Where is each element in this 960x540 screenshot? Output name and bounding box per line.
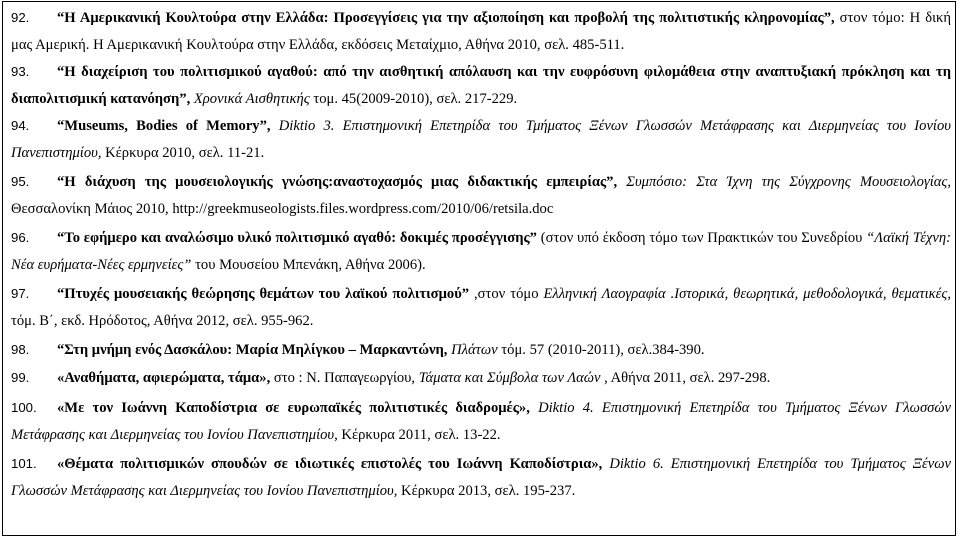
entry-number: 95. xyxy=(11,174,30,189)
entry-source-end: τόμ. Β΄, εκδ. Ηρόδοτος, Αθήνα 2012, σελ. 955-962. xyxy=(11,313,314,329)
entry-number: 93. xyxy=(11,64,30,79)
entry-journal: Diktio 6. Επιστημονική Επετηρίδα του Τμήματος Ξένων Γλωσσών Μετάφρασης και Διερμηνείας του Ιονίου Πανεπιστημίου, xyxy=(11,456,951,499)
entry-source-end: του Μουσείου Μπενάκη, Αθήνα 2006). xyxy=(191,257,426,273)
entry-journal: Diktio 3. Επιστημονική Επετηρίδα του Τμήματος Ξένων Γλωσσών Μετάφρασης και Διερμηνείας του Ιονίου Πανεπιστημίου, xyxy=(11,118,951,161)
entry-number: 99. xyxy=(11,370,30,385)
entry-source: Κέρκυρα 2010, σελ. 11-21. xyxy=(101,145,265,161)
entry-journal: Πλάτων xyxy=(447,342,498,358)
entry-number: 97. xyxy=(11,286,30,301)
list-item xyxy=(11,336,951,364)
entry-source-end: , Αθήνα 2011, σελ. 297-298. xyxy=(600,370,771,386)
entry-title: “Η διαχείριση του πολιτισμικού αγαθού: από την αισθητική απόλαυση και την ευφρόσυνη φιλομάθεια στην αναπτυξιακή πρόκληση και τη διαπολιτισμική κατανόηση”, xyxy=(11,64,951,107)
list-item xyxy=(11,364,951,392)
list-item xyxy=(11,394,951,449)
list-item xyxy=(11,4,951,59)
entry-title: “Museums, Bodies of Memory”, xyxy=(57,118,271,134)
entry-source: τομ. 45(2009-2010), σελ. 217-229. xyxy=(309,91,518,107)
entry-title: “Η Αμερικανική Κουλτούρα στην Ελλάδα: Προσεγγίσεις για την αξιοποίηση και προβολή της πολιτιστικής κληρονομίας”, xyxy=(57,10,835,26)
entry-number: 98. xyxy=(11,342,30,357)
entry-journal: Χρονικά Αισθητικής xyxy=(190,91,310,107)
entry-title: «Αναθήματα, αφιερώματα, τάμα», xyxy=(57,370,271,386)
entry-number: 94. xyxy=(11,118,30,133)
entry-journal: Τάματα και Σύμβολα των Λαών xyxy=(418,370,601,386)
entry-number: 101. xyxy=(11,456,37,471)
entry-journal: “Λαϊκή Τέχνη: Νέα ευρήματα-Νέες ερμηνείες” xyxy=(11,230,951,273)
entry-title: “Στη μνήμη ενός Δασκάλου: Μαρία Μηλίγκου – Μαρκαντώνη, xyxy=(57,342,448,358)
entry-title: “Πτυχές μουσειακής θεώρησης θεμάτων του λαϊκού πολιτισμού” xyxy=(57,286,470,302)
entry-journal: Συμπόσιο: Στα Ίχνη της Σύγχρονης Μουσειολογίας, xyxy=(617,174,952,190)
list-item xyxy=(11,168,951,223)
list-item xyxy=(11,450,951,505)
entry-title: “Η διάχυση της μουσειολογικής γνώσης:αναστοχασμός μιας διδακτικής εμπειρίας”, xyxy=(57,174,618,190)
entry-journal: Ελληνική Λαογραφία .Ιστορικά, θεωρητικά, μεθοδολογικά, θεματικές, xyxy=(543,286,951,302)
entry-number: 100. xyxy=(11,400,37,415)
entry-title: “Το εφήμερο και αναλώσιμο υλικό πολιτισμικό αγαθό: δοκιμές προσέγγισης” xyxy=(57,230,537,246)
entry-title: «Θέματα πολιτισμικών σπουδών σε ιδιωτικές επιστολές του Ιωάννη Καποδίστρια», xyxy=(57,456,603,472)
entry-source: τόμ. 57 (2010-2011), σελ.384-390. xyxy=(497,342,705,358)
entry-number: 96. xyxy=(11,230,30,245)
entry-source: στον τόμο: Η δική μας Αμερική. Η Αμερικανική Κουλτούρα στην Ελλάδα, εκδόσεις Μεταίχμιο, Αθήνα 2010, σελ. 485-511. xyxy=(11,10,951,53)
entry-journal: Diktio 4. Επιστημονική Επετηρίδα του Τμήματος Ξένων Γλωσσών Μετάφρασης και Διερμηνείας του Ιονίου Πανεπιστημίου, xyxy=(11,400,952,443)
entry-source: στο : Ν. Παπαγεωργίου, xyxy=(270,370,419,386)
bibliography-page xyxy=(2,1,956,536)
list-item xyxy=(11,112,951,167)
entry-source: Θεσσαλονίκη Μάιος 2010, http://greekmuseologists.files.wordpress.com/2010/06/retsila.doc xyxy=(11,201,554,217)
entry-number: 92. xyxy=(11,10,30,25)
entry-source: Κέρκυρα 2011, σελ. 13-22. xyxy=(337,427,501,443)
entry-title: «Με τον Ιωάννη Καποδίστρια σε ευρωπαϊκές πολιτιστικές διαδρομές», xyxy=(57,400,530,416)
list-item xyxy=(11,280,951,335)
list-item xyxy=(11,224,951,279)
entry-source: ,στον τόμο xyxy=(469,286,544,302)
entry-source: Κέρκυρα 2013, σελ. 195-237. xyxy=(397,483,576,499)
entry-source: (στον υπό έκδοση τόμο των Πρακτικών του Συνεδρίου xyxy=(536,230,867,246)
list-item xyxy=(11,58,951,113)
